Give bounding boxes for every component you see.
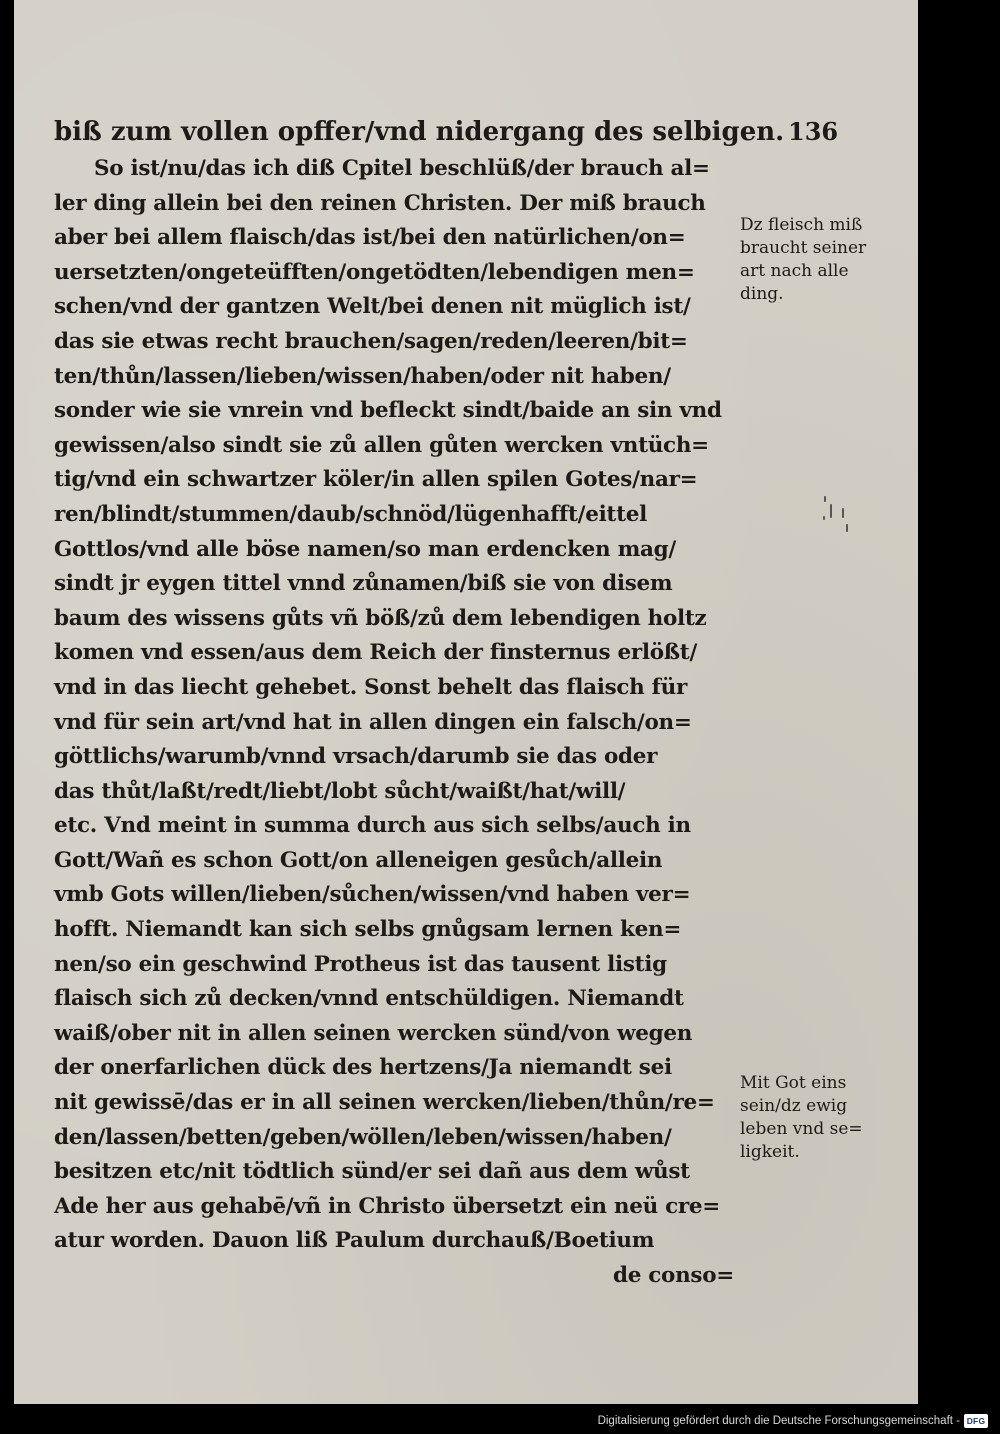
header-line: biß zum vollen opffer/vnd nidergang des selbigen. — [54, 117, 785, 147]
marginal-line: sein/dz ewig — [740, 1096, 848, 1116]
speck — [824, 496, 826, 502]
paper-specks — [820, 494, 850, 538]
digitization-footer — [598, 1410, 988, 1432]
speck — [823, 516, 825, 520]
text-line: sindt jr eygen tittel vnnd zůnamen/biß sie von disem — [54, 571, 673, 597]
text-line: etc. Vnd meint in summa durch aus sich selbs/auch in — [54, 813, 691, 839]
text-line: baum des wissens gůts vñ böß/zů dem lebendigen holtz — [54, 605, 707, 631]
text-line: hofft. Niemandt kan sich selbs gnůgsam lernen ken= — [54, 917, 682, 943]
text-line: der onerfarlichen dück des hertzens/Ja niemandt sei — [54, 1055, 672, 1081]
footer-credit: Digitalisierung gefördert durch die Deutsche Forschungsgemeinschaft - — [597, 1415, 960, 1427]
text-line: tig/vnd ein schwartzer köler/in allen spilen Gotes/nar= — [54, 467, 698, 493]
speck — [830, 504, 832, 518]
dfg-logo-text: DFG — [966, 1416, 986, 1426]
speck — [846, 524, 848, 532]
marginal-line: Mit Got eins — [740, 1073, 847, 1093]
text-line: ler ding allein bei den reinen Christen. Der miß brauch — [54, 190, 706, 216]
text-line: das thůt/laßt/redt/liebt/lobt sůcht/waißt/hat/will/ — [54, 778, 626, 804]
text-line: vnd für sein art/vnd hat in allen dingen ein falsch/on= — [54, 709, 692, 735]
marginal-line: art nach alle — [740, 261, 849, 281]
page-header — [54, 114, 844, 154]
text-line: nit gewissē/das er in all seinen wercken/lieben/thůn/re= — [54, 1090, 715, 1116]
folio-number: 136 — [788, 117, 839, 146]
text-line: schen/vnd der gantzen Welt/bei denen nit müglich ist/ — [54, 294, 691, 320]
text-line: besitzen etc/nit tödtlich sünd/er sei dañ aus dem wůst — [54, 1159, 690, 1185]
speck — [842, 508, 844, 518]
text-line: vnd in das liecht gehebet. Sonst behelt das flaisch für — [54, 674, 687, 700]
marginal-line: leben vnd se= — [740, 1119, 863, 1139]
marginal-line: braucht seiner — [740, 238, 867, 258]
text-line: nen/so ein geschwind Protheus ist das tausent listig — [54, 951, 667, 977]
marginal-note — [740, 214, 910, 306]
scanned-page — [14, 0, 918, 1404]
text-line: Gott/Wañ es schon Gott/on alleneigen gesůch/allein — [54, 847, 663, 873]
main-text-block — [54, 152, 740, 1294]
text-line: ren/blindt/stummen/daub/schnöd/lügenhafft/eittel — [54, 501, 647, 527]
marginal-line: ligkeit. — [740, 1142, 800, 1162]
text-line: So ist/nu/das ich diß Cpitel beschlüß/der brauch al= — [94, 156, 710, 181]
marginal-line: ding. — [740, 284, 784, 304]
text-line: gewissen/also sindt sie zů allen gůten wercken vntüch= — [54, 432, 709, 458]
text-line: atur worden. Dauon liß Paulum durchauß/Boetium — [54, 1228, 655, 1254]
text-line: vmb Gots willen/lieben/sůchen/wissen/vnd haben ver= — [54, 882, 691, 908]
catchword: de conso= — [612, 1263, 734, 1288]
text-line: sonder wie sie vnrein vnd befleckt sindt/baide an sin vnd — [54, 398, 722, 424]
text-line: flaisch sich zů decken/vnnd entschüldigen. Niemandt — [54, 986, 684, 1012]
text-line: Gottlos/vnd alle böse namen/so man erdencken mag/ — [54, 536, 676, 562]
text-line: das sie etwas recht brauchen/sagen/reden/leeren/bit= — [54, 328, 688, 354]
text-line: aber bei allem flaisch/das ist/bei den natürlichen/on= — [54, 225, 686, 251]
text-line: göttlichs/warumb/vnnd vrsach/darumb sie das oder — [54, 744, 658, 770]
marginal-line: Dz fleisch miß — [740, 215, 863, 235]
text-line: waiß/ober nit in allen seinen wercken sünd/von wegen — [54, 1020, 693, 1046]
text-line: komen vnd essen/aus dem Reich der finsternus erlößt/ — [54, 640, 697, 666]
text-line: den/lassen/betten/geben/wöllen/leben/wissen/haben/ — [54, 1124, 672, 1150]
text-line: ten/thůn/lassen/lieben/wissen/haben/oder nit haben/ — [54, 363, 671, 389]
text-line: Ade her aus gehabē/vñ in Christo übersetzt ein neü cre= — [54, 1193, 720, 1219]
dfg-logo-icon — [964, 1414, 988, 1428]
text-line: uersetzten/ongeteüfften/ongetödten/lebendigen men= — [54, 259, 695, 285]
marginal-note — [740, 1072, 910, 1164]
